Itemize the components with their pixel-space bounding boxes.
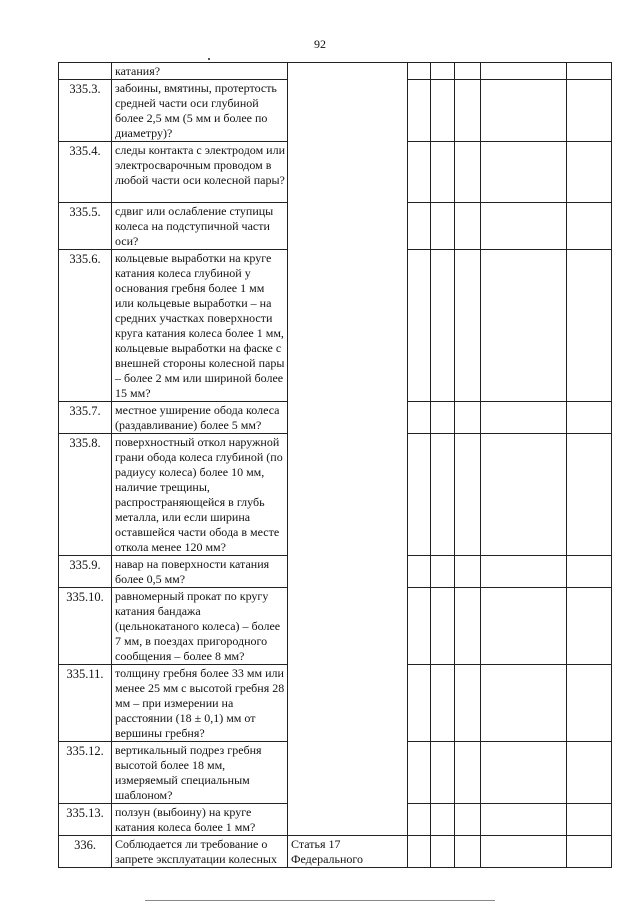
- scan-speck: [208, 58, 210, 60]
- answer-cell: [431, 142, 455, 203]
- answer-cell: [455, 804, 481, 836]
- legal-basis: [288, 588, 408, 665]
- answer-cell: [481, 556, 567, 588]
- item-number: 335.9.: [59, 556, 112, 588]
- question-text: катания?: [112, 63, 288, 80]
- answer-cell: [431, 402, 455, 434]
- answer-cell: [431, 665, 455, 742]
- answer-cell: [455, 556, 481, 588]
- answer-cell: [408, 203, 431, 250]
- answer-cell: [431, 804, 455, 836]
- item-number: 335.8.: [59, 434, 112, 556]
- question-text: сдвиг или ослабление ступицы колеса на подступичной части оси?: [112, 203, 288, 250]
- answer-cell: [408, 142, 431, 203]
- answer-cell: [455, 742, 481, 804]
- answer-cell: [481, 63, 567, 80]
- answer-cell: [431, 588, 455, 665]
- legal-basis: [288, 203, 408, 250]
- answer-cell: [455, 402, 481, 434]
- legal-basis: [288, 804, 408, 836]
- question-text: толщину гребня более 33 мм или менее 25 мм с высотой гребня 28 мм – при измерении на расстоянии (18 ± 0,1) мм от вершины гребня?: [112, 665, 288, 742]
- answer-cell: [431, 556, 455, 588]
- answer-cell: [408, 434, 431, 556]
- answer-cell: [567, 142, 612, 203]
- answer-cell: [567, 665, 612, 742]
- answer-cell: [455, 434, 481, 556]
- item-number: 335.4.: [59, 142, 112, 203]
- answer-cell: [481, 836, 567, 868]
- answer-cell: [431, 434, 455, 556]
- legal-basis: [288, 250, 408, 402]
- answer-cell: [455, 250, 481, 402]
- answer-cell: [455, 80, 481, 142]
- item-number: 335.5.: [59, 203, 112, 250]
- answer-cell: [481, 402, 567, 434]
- answer-cell: [408, 836, 431, 868]
- table-row: [59, 80, 612, 142]
- question-text: следы контакта с электродом или электросварочным проводом в любой части оси колесной пары?: [112, 142, 288, 203]
- table-row: [59, 588, 612, 665]
- answer-cell: [408, 588, 431, 665]
- legal-basis: [288, 434, 408, 556]
- answer-cell: [567, 588, 612, 665]
- answer-cell: [481, 434, 567, 556]
- answer-cell: [455, 665, 481, 742]
- answer-cell: [567, 836, 612, 868]
- table-row: [59, 804, 612, 836]
- answer-cell: [455, 588, 481, 665]
- page-number: 92: [314, 37, 326, 51]
- answer-cell: [481, 142, 567, 203]
- answer-cell: [408, 402, 431, 434]
- legal-basis: [288, 665, 408, 742]
- answer-cell: [567, 402, 612, 434]
- legal-basis: Статья 17 Федерального: [288, 836, 408, 868]
- answer-cell: [408, 804, 431, 836]
- answer-cell: [567, 63, 612, 80]
- item-number: 335.12.: [59, 742, 112, 804]
- answer-cell: [481, 80, 567, 142]
- question-text: ползун (выбоину) на круге катания колеса более 1 мм?: [112, 804, 288, 836]
- legal-basis: [288, 142, 408, 203]
- item-number: 335.13.: [59, 804, 112, 836]
- answer-cell: [408, 63, 431, 80]
- legal-basis: [288, 742, 408, 804]
- table-row: [59, 203, 612, 250]
- answer-cell: [455, 203, 481, 250]
- table-row: [59, 556, 612, 588]
- table-row: [59, 742, 612, 804]
- answer-cell: [455, 63, 481, 80]
- item-number: 335.10.: [59, 588, 112, 665]
- answer-cell: [481, 203, 567, 250]
- answer-cell: [481, 588, 567, 665]
- answer-cell: [455, 142, 481, 203]
- question-text: забоины, вмятины, протертость средней части оси глубиной более 2,5 мм (5 мм и более по диаметру)?: [112, 80, 288, 142]
- answer-cell: [567, 80, 612, 142]
- answer-cell: [408, 80, 431, 142]
- answer-cell: [567, 804, 612, 836]
- item-number: [59, 63, 112, 80]
- answer-cell: [567, 250, 612, 402]
- answer-cell: [431, 742, 455, 804]
- item-number: 335.11.: [59, 665, 112, 742]
- answer-cell: [408, 556, 431, 588]
- table-row: [59, 402, 612, 434]
- table-row: [59, 142, 612, 203]
- answer-cell: [455, 836, 481, 868]
- answer-cell: [431, 836, 455, 868]
- checklist-table: [58, 62, 612, 868]
- answer-cell: [408, 665, 431, 742]
- answer-cell: [567, 742, 612, 804]
- legal-basis: [288, 80, 408, 142]
- answer-cell: [431, 250, 455, 402]
- answer-cell: [567, 203, 612, 250]
- table-row: [59, 836, 612, 868]
- legal-basis: [288, 556, 408, 588]
- question-text: поверхностный откол наружной грани обода колеса глубиной (по радиусу колеса) более 10 мм, наличие трещины, распространяющейся в глубь металла, или если ширина оставшейся части обода в месте откола менее 120 мм?: [112, 434, 288, 556]
- question-text: вертикальный подрез гребня высотой более 18 мм, измеряемый специальным шаблоном?: [112, 742, 288, 804]
- item-number: 336.: [59, 836, 112, 868]
- answer-cell: [481, 742, 567, 804]
- table-row: [59, 250, 612, 402]
- answer-cell: [481, 665, 567, 742]
- table-row: [59, 434, 612, 556]
- question-text: навар на поверхности катания более 0,5 мм?: [112, 556, 288, 588]
- item-number: 335.3.: [59, 80, 112, 142]
- answer-cell: [431, 80, 455, 142]
- answer-cell: [408, 742, 431, 804]
- question-text: кольцевые выработки на круге катания колеса глубиной у основания гребня более 1 мм или кольцевые выработки – на средних участках поверхности круга катания колеса более 1 мм, кольцевые выработки на фаске с внешней стороны колесной пары – более 2 мм или шириной более 15 мм?: [112, 250, 288, 402]
- answer-cell: [431, 203, 455, 250]
- question-text: равномерный прокат по кругу катания бандажа (цельнокатаного колеса) – более 7 мм, в поездах пригородного сообщения – более 8 мм?: [112, 588, 288, 665]
- question-text: местное уширение обода колеса (раздавливание) более 5 мм?: [112, 402, 288, 434]
- table-row: [59, 665, 612, 742]
- answer-cell: [567, 556, 612, 588]
- legal-basis: [288, 402, 408, 434]
- answer-cell: [481, 250, 567, 402]
- answer-cell: [431, 63, 455, 80]
- item-number: 335.6.: [59, 250, 112, 402]
- item-number: 335.7.: [59, 402, 112, 434]
- answer-cell: [408, 250, 431, 402]
- question-text: Соблюдается ли требование о запрете эксплуатации колесных: [112, 836, 288, 868]
- answer-cell: [481, 804, 567, 836]
- answer-cell: [567, 434, 612, 556]
- legal-basis: [288, 63, 408, 80]
- page-bottom-line: [145, 900, 495, 901]
- table-row: [59, 63, 612, 80]
